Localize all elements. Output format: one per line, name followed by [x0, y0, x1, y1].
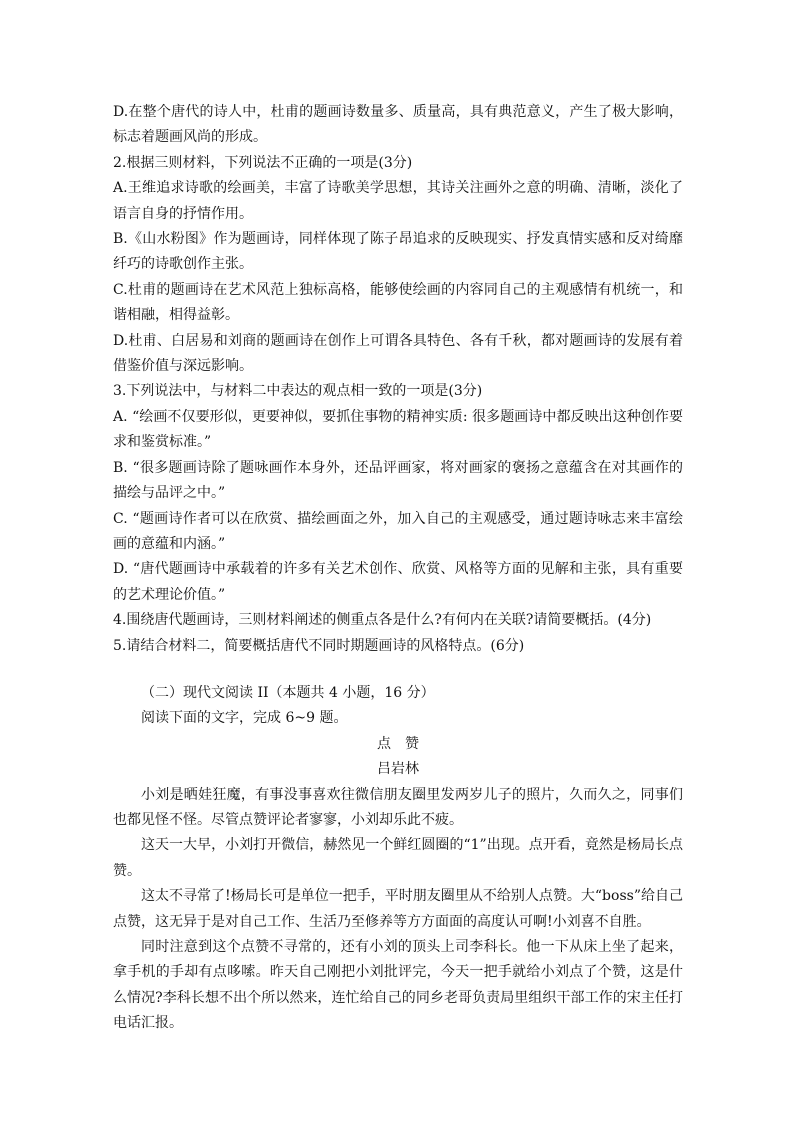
- q4-question: 4.围绕唐代题画诗，三则材料阐述的侧重点各是什么?有何内在关联?请简要概括。(4分): [113, 612, 652, 629]
- q2-option-d: D.杜甫、白居易和刘商的题画诗在创作上可谓各具特色、各有千秋，都对题画诗的发展有着借鉴价值与深远影响。: [113, 332, 683, 375]
- q2-option-b: B.《山水粉图》作为题画诗，同样体现了陈子昂追求的反映现实、抒发真情实感和反对绮靡纤巧的诗歌创作主张。: [113, 231, 683, 273]
- story-title: [113, 732, 683, 757]
- exam-page: [113, 100, 683, 1037]
- section-heading: （二）现代文阅读 II（本题共 4 小题，16 分）: [141, 684, 435, 701]
- story-paragraph-2: 这天一大早，小刘打开微信，赫然见一个鲜红圆圈的“1”出现。点开看，竟然是杨局长点赞。: [113, 837, 683, 879]
- story-paragraph-4: 同时注意到这个点赞不寻常的，还有小刘的顶头上司李科长。他一下从床上坐了起来，拿手机的手却有点哆嗦。昨天自己刚把小刘批评完，今天一把手就给小刘点了个赞，这是什么情况?李科长想不出个所以然来，连忙给自己的同乡老哥负责局里组织干部工作的宋主任打电话汇报。: [113, 939, 683, 1032]
- story-paragraph-1: 小刘是晒娃狂魔，有事没事喜欢往微信朋友圈里发两岁儿子的照片，久而久之，同事们也都见怪不怪。尽管点赞评论者寥寥，小刘却乐此不疲。: [113, 786, 683, 828]
- q2-option-a: A.王维追求诗歌的绘画美，丰富了诗歌美学思想，其诗关注画外之意的明确、清晰，淡化了语言自身的抒情作用。: [113, 180, 683, 222]
- q3-option-b: B. “很多题画诗除了题咏画作本身外，还品评画家，将对画家的褒扬之意蕴含在对其画作的描绘与品评之中。”: [113, 459, 683, 502]
- q1-option-d: D.在整个唐代的诗人中，杜甫的题画诗数量多、质量高，具有典范意义，产生了极大影响，标志着题画风尚的形成。: [113, 104, 683, 146]
- story-author: 吕岩林: [377, 761, 419, 778]
- story-title-text: 点赞: [377, 735, 433, 752]
- story-paragraph-3: 这太不寻常了!杨局长可是单位一把手，平时朋友圈里从不给别人点赞。大“boss”给自己点赞，这无异于是对自己工作、生活乃至修养等方方面面的高度认可啊!小刘喜不自胜。: [113, 888, 683, 930]
- q2-stem: 2.根据三则材料，下列说法不正确的一项是(3分): [113, 154, 413, 171]
- q3-option-a: A. “绘画不仅要形似，更要神似，要抓住事物的精神实质: 很多题画诗中都反映出这种创作要求和鉴赏标准。”: [113, 408, 683, 451]
- q5-question: 5.请结合材料二，简要概括唐代不同时期题画诗的风格特点。(6分): [113, 637, 525, 654]
- reading-instruction: 阅读下面的文字，完成 6~9 题。: [141, 710, 348, 727]
- q2-option-c: C.杜甫的题画诗在艺术风范上独标高格，能够使绘画的内容同自己的主观感情有机统一，和谐相融，相得益彰。: [113, 281, 683, 324]
- q3-option-d: D. “唐代题画诗中承载着的许多有关艺术创作、欣赏、风格等方面的见解和主张，具有重要的艺术理论价值。”: [113, 561, 683, 603]
- q3-option-c: C. “题画诗作者可以在欣赏、描绘画面之外，加入自己的主观感受，通过题诗咏志来丰富绘画的意蕴和内涵。”: [113, 510, 683, 552]
- q3-stem: 3.下列说法中，与材料二中表达的观点相一致的一项是(3分): [113, 383, 483, 400]
